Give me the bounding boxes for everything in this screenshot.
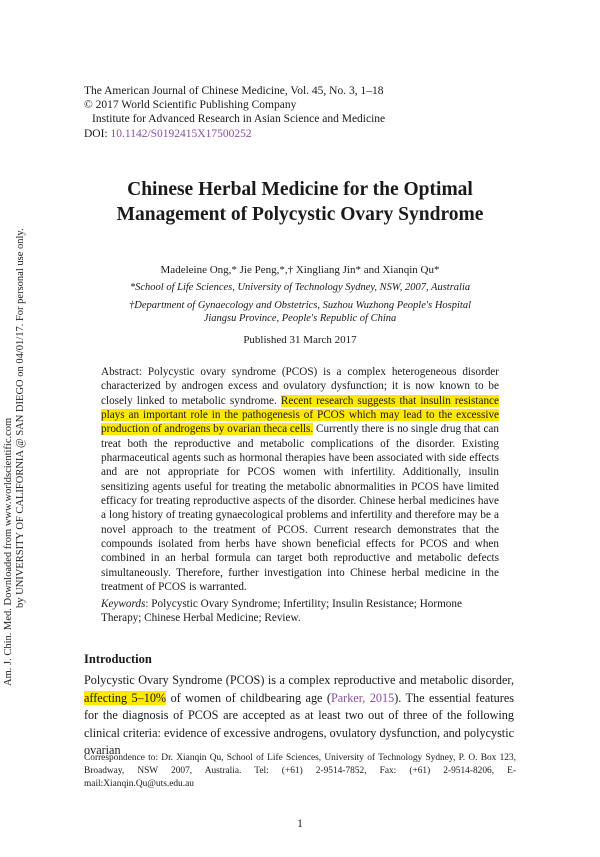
intro-highlight: affecting 5–10% bbox=[84, 690, 167, 705]
page-number: 1 bbox=[297, 818, 303, 830]
copyright-line: © 2017 World Scientific Publishing Company bbox=[84, 99, 297, 112]
correspondence-footnote: Correspondence to: Dr. Xianqin Qu, School of Life Sciences, University of Technology Sydney, P. O. Box 123, Broadway, NSW 2007, Australia. Tel: (+61) 2-9514-7852, Fax: (+61) 2-9514-8206, E-mail:Xianqin.Qu@uts.edu.au bbox=[84, 753, 516, 789]
intro-text-1: Polycystic Ovary Syndrome (PCOS) is a complex reproductive and metabolic disorder, bbox=[84, 673, 514, 687]
author-list: Madeleine Ong,* Jie Peng,*,† Xingliang Jin* and Xianqin Qu* bbox=[160, 264, 440, 276]
affiliations bbox=[60, 281, 540, 330]
keywords-label: Keywords bbox=[101, 598, 146, 610]
section-heading-introduction: Introduction bbox=[84, 652, 152, 666]
journal-header bbox=[84, 84, 544, 141]
download-notice-line-1: Am. J. Chin. Med. Downloaded from www.worldscientific.com bbox=[3, 417, 14, 686]
intro-text-2: of women of childbearing age ( bbox=[166, 690, 331, 705]
doi-link[interactable]: 10.1142/S0192415X17500252 bbox=[110, 127, 252, 140]
doi-label: DOI: bbox=[84, 127, 111, 140]
affiliation-2 bbox=[60, 299, 540, 326]
paper-title-line-2: Management of Polycystic Ovary Syndrome bbox=[116, 204, 484, 225]
abstract-text-1: Abstract: Polycystic ovary syndrome (PCOS) is a complex heterogeneous disorder characterized by androgen excess and ovulatory dysfunction; it is now known to be closely linked to metabolic syndrome. bbox=[101, 366, 499, 407]
citation-link-parker[interactable]: Parker, 2015 bbox=[330, 690, 395, 705]
affiliation-1: *School of Life Sciences, University of Technology Sydney, NSW, 2007, Australia bbox=[129, 282, 471, 293]
introduction-paragraph bbox=[84, 672, 514, 760]
intro-text-3: ). The essential features for the diagnosis of PCOS are accepted as at least two out of three of the following clinical criteria: evidence of excessive androgens, ovulatory dysfunction, and polycystic ovarian bbox=[84, 690, 514, 757]
abstract bbox=[101, 365, 499, 595]
download-notice-line-2: by UNIVERSITY OF CALIFORNIA @ SAN DIEGO on 04/01/17. For personal use only. bbox=[15, 228, 26, 608]
journal-citation: The American Journal of Chinese Medicine, Vol. 45, No. 3, 1–18 bbox=[84, 85, 384, 97]
published-date: Published 31 March 2017 bbox=[243, 334, 357, 346]
abstract-text-2: Currently there is no single drug that can treat both the reproductive and metabolic complications of the disorder. Existing pharmaceutical agents such as hormonal therapies have been associated with side effects and are not appropriate for PCOS women with infertility. Additionally, insulin sensitizing agents useful for treating the metabolic abnormalities in PCOS have limited efficacy for treating reproductive aspects of the disorder. Chinese herbal medicines have a long history of treating gynaecological problems and infertility and therefore may be a novel approach to the treatment of PCOS. Current research demonstrates that the compounds isolated from herbs have shown beneficial effects for PCOS and when combined in an herbal formula can target both reproductive and metabolic defects simultaneously. Therefore, further investigation into Chinese herbal medicine in the treatment of PCOS is warranted. bbox=[101, 423, 499, 594]
paper-title-line-1: Chinese Herbal Medicine for the Optimal bbox=[127, 179, 473, 200]
keywords-text: : Polycystic Ovary Syndrome; Infertility; Insulin Resistance; Hormone Therapy; Chinese Herbal Medicine; Review. bbox=[101, 598, 462, 625]
affiliation-2-line-1: †Department of Gynaecology and Obstetrics, Suzhou Wuzhong People's Hospital bbox=[129, 299, 471, 311]
institute-line: Institute for Advanced Research in Asian Science and Medicine bbox=[92, 113, 386, 126]
keywords bbox=[101, 597, 499, 626]
paper-title bbox=[40, 177, 560, 227]
doi-line bbox=[84, 127, 544, 141]
affiliation-2-line-2: Jiangsu Province, People's Republic of China bbox=[203, 313, 397, 324]
abstract-highlight: Recent research suggests that insulin resistance plays an important role in the pathogenesis of PCOS which may lead to the excessive production of androgens by ovarian theca cells. bbox=[101, 394, 499, 436]
